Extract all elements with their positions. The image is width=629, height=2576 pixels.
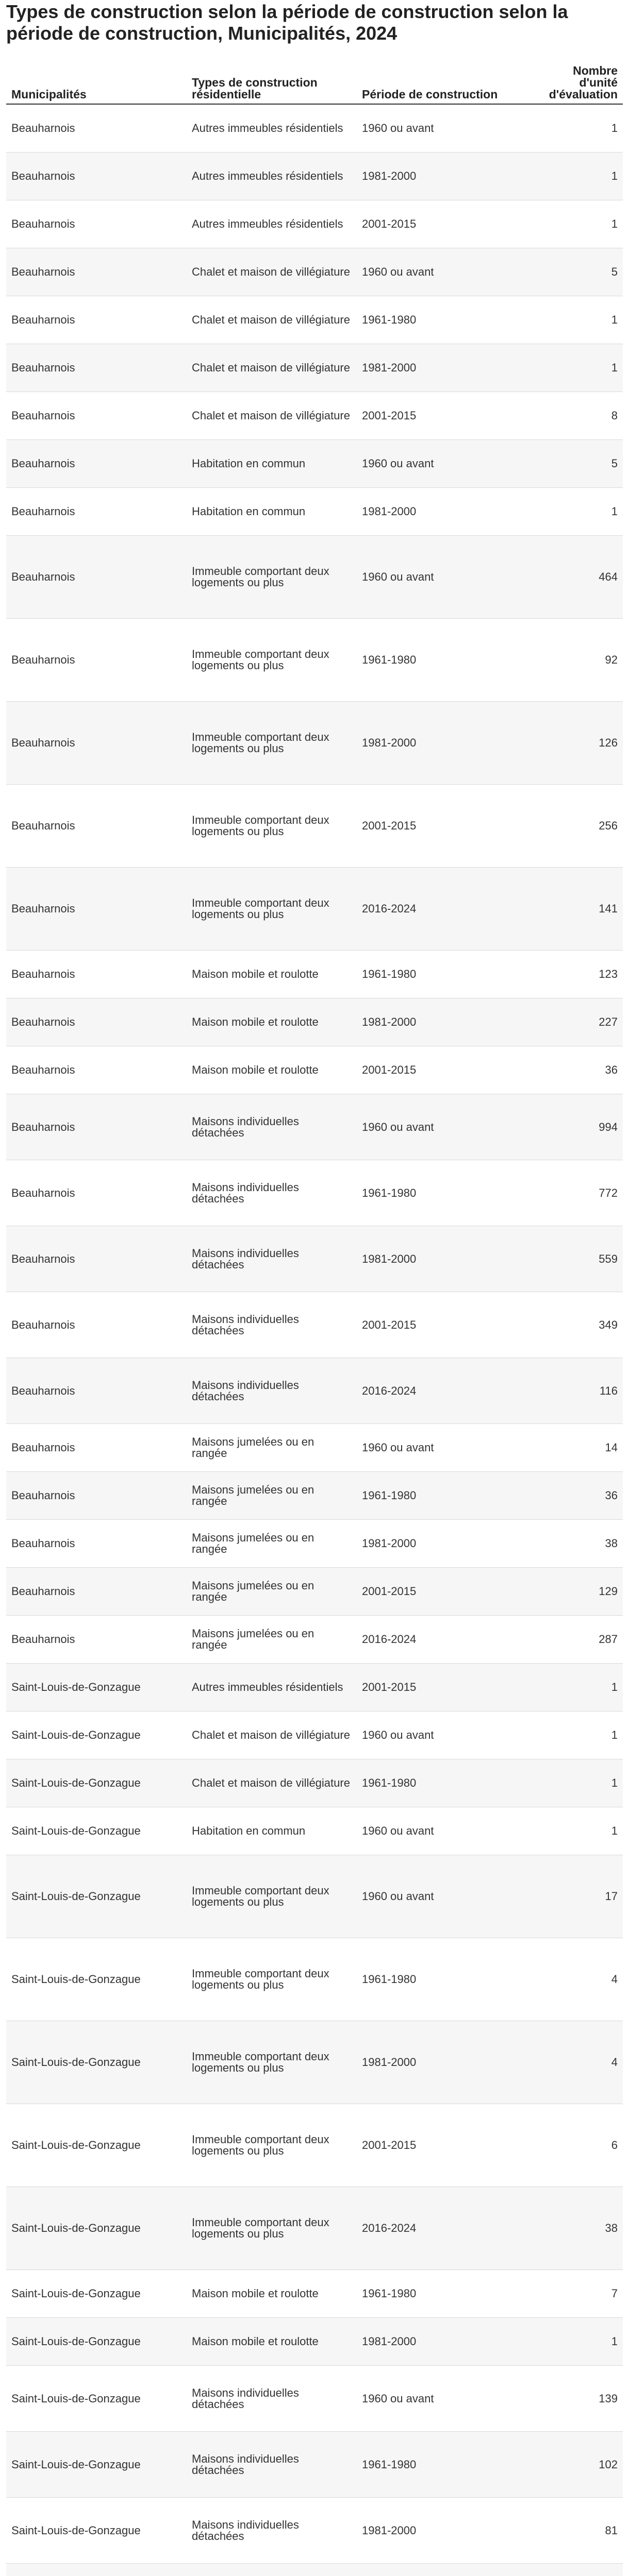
cell-nombre: 256 <box>527 785 623 868</box>
cell-municipalite: Saint-Louis-de-Gonzague <box>6 1807 187 1855</box>
cell-municipalite: Beauharnois <box>6 1358 187 1424</box>
chart-title: Types de construction selon la période de construction selon la période de construction, Municipalités, 2024 <box>6 1 568 44</box>
cell-type-construction: Maison mobile et roulotte <box>187 2270 357 2318</box>
cell-nombre: 7 <box>527 2270 623 2318</box>
cell-periode: 1981-2000 <box>357 1520 527 1568</box>
cell-periode: 1960 ou avant <box>357 248 527 296</box>
cell-type-construction: Maison mobile et roulotte <box>187 2318 357 2366</box>
cell-periode: 1981-2000 <box>357 344 527 392</box>
cell-periode: 2016-2024 <box>357 868 527 951</box>
cell-periode: 2001-2015 <box>357 1664 527 1711</box>
cell-periode: 1960 ou avant <box>357 104 527 152</box>
cell-nombre: 1 <box>527 152 623 200</box>
cell-municipalite: Beauharnois <box>6 152 187 200</box>
cell-nombre: 36 <box>527 1046 623 1094</box>
table-row <box>6 1759 623 1807</box>
cell-municipalite: Beauharnois <box>6 1094 187 1160</box>
cell-municipalite: Saint-Louis-de-Gonzague <box>6 1855 187 1938</box>
table-row <box>6 488 623 536</box>
cell-periode: 1981-2000 <box>357 702 527 785</box>
table-row <box>6 702 623 785</box>
table-row <box>6 1292 623 1358</box>
cell-type-construction: Chalet et maison de villégiature <box>187 296 357 344</box>
cell-periode: 2001-2015 <box>357 1046 527 1094</box>
cell-nombre: 772 <box>527 1160 623 1226</box>
table-row <box>6 1358 623 1424</box>
cell-municipalite: Beauharnois <box>6 619 187 702</box>
cell-periode: 1961-1980 <box>357 2270 527 2318</box>
cell-periode: 2001-2015 <box>357 785 527 868</box>
cell-municipalite: Beauharnois <box>6 248 187 296</box>
table-row <box>6 2318 623 2366</box>
cell-municipalite: Saint-Louis-de-Gonzague <box>6 1664 187 1711</box>
cell-type-construction: Autres immeubles résidentiels <box>187 152 357 200</box>
cell-nombre: 1 <box>527 296 623 344</box>
cell-periode: 1961-1980 <box>357 1759 527 1807</box>
cell-type-construction: Maisons individuelles détachées <box>187 2498 357 2564</box>
cell-nombre: 123 <box>527 951 623 998</box>
cell-periode: 1981-2000 <box>357 2498 527 2564</box>
cell-municipalite: Saint-Louis-de-Gonzague <box>6 2021 187 2104</box>
cell-municipalite: Beauharnois <box>6 440 187 488</box>
cell-nombre: 4 <box>527 1938 623 2021</box>
cell-type-construction: Immeuble comportant deux logements ou plus <box>187 1855 357 1938</box>
cell-periode: 2001-2015 <box>357 1292 527 1358</box>
cell-type-construction: Chalet et maison de villégiature <box>187 248 357 296</box>
cell-nombre: 559 <box>527 1226 623 1292</box>
cell-nombre: 994 <box>527 1094 623 1160</box>
cell-nombre: 287 <box>527 1616 623 1664</box>
cell-periode: 1981-2000 <box>357 998 527 1046</box>
table-row <box>6 1711 623 1759</box>
table-row <box>6 2021 623 2104</box>
cell-periode: 1960 ou avant <box>357 1711 527 1759</box>
column-header-municipalites[interactable]: Municipalités <box>6 47 187 104</box>
cell-periode: 1981-2000 <box>357 488 527 536</box>
cell-nombre: 1 <box>527 488 623 536</box>
cell-municipalite: Saint-Louis-de-Gonzague <box>6 2366 187 2432</box>
table-row <box>6 248 623 296</box>
cell-type-construction: Immeuble comportant deux logements ou plus <box>187 868 357 951</box>
cell-periode: 1981-2000 <box>357 1226 527 1292</box>
cell-municipalite: Saint-Louis-de-Gonzague <box>6 1711 187 1759</box>
table-row <box>6 2432 623 2498</box>
cell-municipalite: Beauharnois <box>6 868 187 951</box>
cell-municipalite: Beauharnois <box>6 1046 187 1094</box>
table-row <box>6 344 623 392</box>
cell-periode: 1981-2000 <box>357 2318 527 2366</box>
cell-nombre: 139 <box>527 2366 623 2432</box>
cell-periode: 1960 ou avant <box>357 2366 527 2432</box>
cell-nombre: 38 <box>527 1520 623 1568</box>
table-row <box>6 1094 623 1160</box>
cell-nombre: 4 <box>527 2021 623 2104</box>
table-row <box>6 1046 623 1094</box>
cell-type-construction: Habitation en commun <box>187 488 357 536</box>
table-row <box>6 998 623 1046</box>
table-row <box>6 1226 623 1292</box>
cell-periode: 2016-2024 <box>357 1358 527 1424</box>
table-row <box>6 1855 623 1938</box>
cell-type-construction: Autres immeubles résidentiels <box>187 200 357 248</box>
cell-municipalite: Beauharnois <box>6 392 187 440</box>
cell-nombre: 5 <box>527 248 623 296</box>
cell-nombre: 14 <box>527 1424 623 1472</box>
cell-nombre: 1 <box>527 200 623 248</box>
cell-periode: 2001-2015 <box>357 200 527 248</box>
cell-type-construction: Chalet et maison de villégiature <box>187 1759 357 1807</box>
cell-municipalite: Saint-Louis-de-Gonzague <box>6 2498 187 2564</box>
table-row <box>6 1424 623 1472</box>
cell-municipalite: Beauharnois <box>6 1226 187 1292</box>
cell-periode: 1960 ou avant <box>357 1855 527 1938</box>
cell-municipalite: Saint-Louis-de-Gonzague <box>6 1759 187 1807</box>
cell-municipalite: Saint-Louis-de-Gonzague <box>6 2104 187 2187</box>
column-header-types[interactable]: Types de construction résidentielle <box>187 47 357 104</box>
cell-type-construction: Immeuble comportant deux logements ou plus <box>187 702 357 785</box>
table-row <box>6 440 623 488</box>
cell-nombre: 349 <box>527 1292 623 1358</box>
cell-nombre <box>527 2564 623 2576</box>
cell-nombre: 1 <box>527 1664 623 1711</box>
cell-periode: 1960 ou avant <box>357 1807 527 1855</box>
cell-periode: 2001-2015 <box>357 2104 527 2187</box>
cell-type-construction: Immeuble comportant deux logements ou plus <box>187 2187 357 2270</box>
cell-periode: 1961-1980 <box>357 951 527 998</box>
cell-type-construction: Immeuble comportant deux logements ou plus <box>187 536 357 619</box>
table-row <box>6 152 623 200</box>
column-header-nombre[interactable]: Nombre d'unité d'évaluation <box>527 47 623 104</box>
table-row <box>6 1938 623 2021</box>
cell-nombre: 126 <box>527 702 623 785</box>
cell-periode: 2001-2015 <box>357 1568 527 1616</box>
cell-type-construction: Maisons jumelées ou en rangée <box>187 1424 357 1472</box>
column-header-periode[interactable]: Période de construction <box>357 47 527 104</box>
cell-nombre: 464 <box>527 536 623 619</box>
table-row <box>6 1520 623 1568</box>
cell-municipalite: Beauharnois <box>6 296 187 344</box>
cell-type-construction <box>187 2564 357 2576</box>
cell-type-construction: Maisons individuelles détachées <box>187 2432 357 2498</box>
cell-municipalite: Beauharnois <box>6 702 187 785</box>
cell-municipalite: Beauharnois <box>6 200 187 248</box>
table-row <box>6 104 623 152</box>
cell-type-construction: Chalet et maison de villégiature <box>187 344 357 392</box>
cell-type-construction: Chalet et maison de villégiature <box>187 1711 357 1759</box>
cell-periode <box>357 2564 527 2576</box>
cell-type-construction: Maison mobile et roulotte <box>187 951 357 998</box>
cell-nombre: 36 <box>527 1472 623 1520</box>
cell-municipalite: Beauharnois <box>6 1472 187 1520</box>
cell-type-construction: Autres immeubles résidentiels <box>187 104 357 152</box>
cell-type-construction: Maison mobile et roulotte <box>187 998 357 1046</box>
cell-periode: 1981-2000 <box>357 2021 527 2104</box>
cell-periode: 1960 ou avant <box>357 1424 527 1472</box>
cell-type-construction: Habitation en commun <box>187 1807 357 1855</box>
cell-nombre: 1 <box>527 1711 623 1759</box>
cell-municipalite: Beauharnois <box>6 1424 187 1472</box>
cell-periode: 1960 ou avant <box>357 440 527 488</box>
table-row <box>6 1807 623 1855</box>
cell-type-construction: Chalet et maison de villégiature <box>187 392 357 440</box>
cell-periode: 1961-1980 <box>357 1160 527 1226</box>
cell-municipalite: Beauharnois <box>6 1160 187 1226</box>
table-row <box>6 1568 623 1616</box>
cell-nombre: 141 <box>527 868 623 951</box>
cell-periode: 1961-1980 <box>357 296 527 344</box>
cell-nombre: 1 <box>527 2318 623 2366</box>
table-row <box>6 2104 623 2187</box>
cell-municipalite: Beauharnois <box>6 1568 187 1616</box>
cell-periode: 1981-2000 <box>357 152 527 200</box>
cell-municipalite: Beauharnois <box>6 1292 187 1358</box>
table-row <box>6 1472 623 1520</box>
cell-type-construction: Maisons individuelles détachées <box>187 1160 357 1226</box>
cell-periode: 2016-2024 <box>357 1616 527 1664</box>
cell-nombre: 6 <box>527 2104 623 2187</box>
cell-type-construction: Maisons individuelles détachées <box>187 1094 357 1160</box>
cell-nombre: 102 <box>527 2432 623 2498</box>
table-row <box>6 392 623 440</box>
cell-municipalite: Saint-Louis-de-Gonzague <box>6 2187 187 2270</box>
cell-municipalite: Beauharnois <box>6 344 187 392</box>
cell-periode: 1961-1980 <box>357 2432 527 2498</box>
cell-municipalite: Beauharnois <box>6 951 187 998</box>
cell-municipalite: Saint-Louis-de-Gonzague <box>6 2432 187 2498</box>
cell-type-construction: Maisons individuelles détachées <box>187 2366 357 2432</box>
table-row <box>6 619 623 702</box>
cell-periode: 1960 ou avant <box>357 1094 527 1160</box>
cell-type-construction: Immeuble comportant deux logements ou plus <box>187 619 357 702</box>
cell-nombre: 116 <box>527 1358 623 1424</box>
cell-municipalite: Beauharnois <box>6 104 187 152</box>
cell-municipalite: Beauharnois <box>6 488 187 536</box>
table-row <box>6 2498 623 2564</box>
data-table <box>6 47 623 2576</box>
table-row <box>6 296 623 344</box>
cell-type-construction: Maisons jumelées ou en rangée <box>187 1472 357 1520</box>
cell-municipalite: Beauharnois <box>6 785 187 868</box>
table-body <box>6 104 623 2576</box>
cell-type-construction: Maisons jumelées ou en rangée <box>187 1568 357 1616</box>
cell-nombre: 8 <box>527 392 623 440</box>
cell-type-construction: Maisons jumelées ou en rangée <box>187 1520 357 1568</box>
cell-periode: 1961-1980 <box>357 1938 527 2021</box>
cell-municipalite: Beauharnois <box>6 1520 187 1568</box>
table-row <box>6 1160 623 1226</box>
cell-nombre: 1 <box>527 1807 623 1855</box>
cell-type-construction: Maisons jumelées ou en rangée <box>187 1616 357 1664</box>
cell-nombre: 81 <box>527 2498 623 2564</box>
table-row <box>6 200 623 248</box>
table-header-row <box>6 47 623 104</box>
cell-municipalite: Saint-Louis-de-Gonzague <box>6 1938 187 2021</box>
cell-nombre: 227 <box>527 998 623 1046</box>
table-row <box>6 536 623 619</box>
table-row <box>6 785 623 868</box>
cell-nombre: 1 <box>527 344 623 392</box>
cell-type-construction: Autres immeubles résidentiels <box>187 1664 357 1711</box>
table-row <box>6 868 623 951</box>
cell-periode: 1961-1980 <box>357 619 527 702</box>
cell-periode: 2016-2024 <box>357 2187 527 2270</box>
cell-periode: 2001-2015 <box>357 392 527 440</box>
cell-type-construction: Habitation en commun <box>187 440 357 488</box>
cell-nombre: 38 <box>527 2187 623 2270</box>
cell-type-construction: Maison mobile et roulotte <box>187 1046 357 1094</box>
cell-type-construction: Immeuble comportant deux logements ou plus <box>187 2104 357 2187</box>
table-row <box>6 1664 623 1711</box>
cell-municipalite <box>6 2564 187 2576</box>
cell-type-construction: Maisons individuelles détachées <box>187 1226 357 1292</box>
table-row <box>6 2187 623 2270</box>
cell-nombre: 1 <box>527 1759 623 1807</box>
cell-nombre: 1 <box>527 104 623 152</box>
cell-nombre: 17 <box>527 1855 623 1938</box>
cell-nombre: 5 <box>527 440 623 488</box>
cell-type-construction: Maisons individuelles détachées <box>187 1292 357 1358</box>
cell-municipalite: Beauharnois <box>6 998 187 1046</box>
cell-municipalite: Saint-Louis-de-Gonzague <box>6 2318 187 2366</box>
cell-municipalite: Beauharnois <box>6 1616 187 1664</box>
cell-type-construction: Immeuble comportant deux logements ou plus <box>187 785 357 868</box>
cell-type-construction: Immeuble comportant deux logements ou plus <box>187 1938 357 2021</box>
cell-municipalite: Saint-Louis-de-Gonzague <box>6 2270 187 2318</box>
cell-type-construction: Maisons individuelles détachées <box>187 1358 357 1424</box>
table-row <box>6 2366 623 2432</box>
cell-nombre: 92 <box>527 619 623 702</box>
cell-type-construction: Immeuble comportant deux logements ou plus <box>187 2021 357 2104</box>
table-row <box>6 951 623 998</box>
cell-periode: 1960 ou avant <box>357 536 527 619</box>
table-row <box>6 2270 623 2318</box>
table-row <box>6 2564 623 2576</box>
table-row <box>6 1616 623 1664</box>
cell-periode: 1961-1980 <box>357 1472 527 1520</box>
cell-municipalite: Beauharnois <box>6 536 187 619</box>
cell-nombre: 129 <box>527 1568 623 1616</box>
